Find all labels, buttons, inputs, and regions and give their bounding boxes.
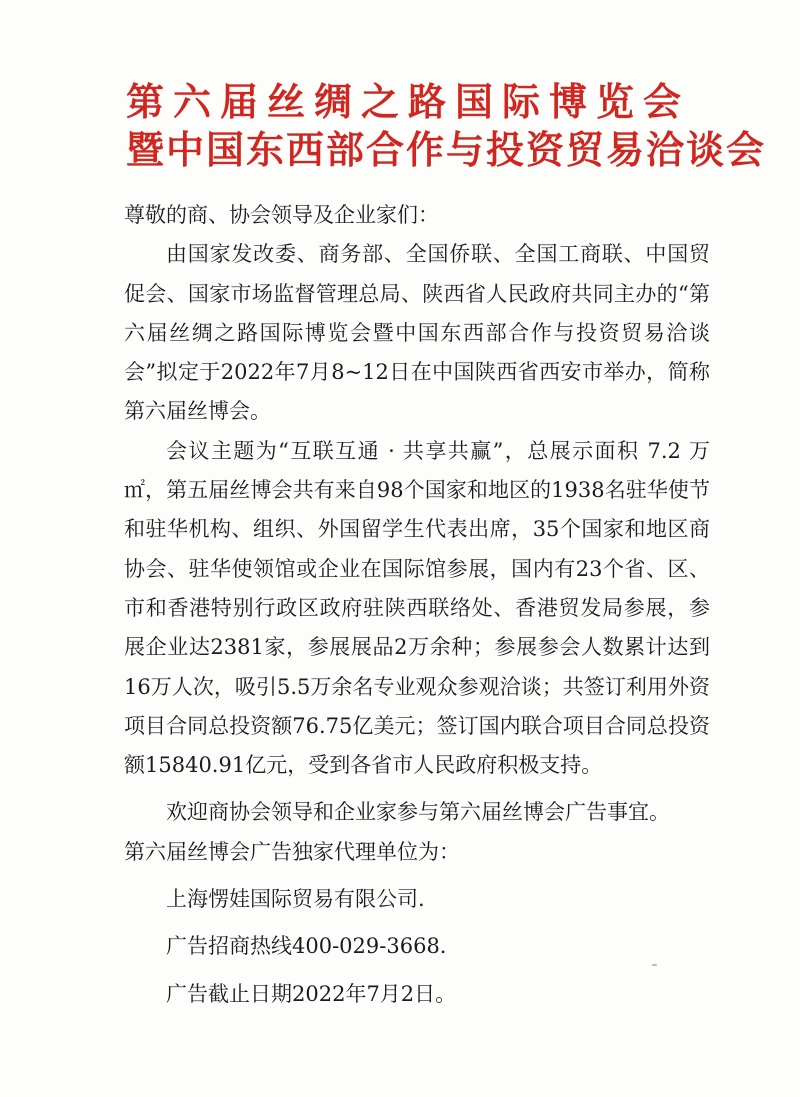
agent-company: 上海愣娃国际贸易有限公司.: [166, 887, 425, 912]
title-line-2: 暨中国东西部合作与投资贸易洽谈会: [126, 128, 767, 172]
paragraph-theme-stats: 会议主题为“互联互通 · 共享共赢”，总展示面积 7.2 万㎡，第五届丝博会共有来自98个国家和地区的1938名驻华使节和驻华机构、组织、外国留学生代表出席，35个国家和地区商协会、驻华使领馆或企业在国际馆参展，国内有23个省、区、市和香港特别行政区政府驻陕西联络处、香港贸发局参展，参展企业达2381家，参展展品2万余种；参展参会人数累计达到16万人次，吸引5.5万余名专业观众参观洽谈；共签订利用外资项目合同总投资额76.75亿美元；签订国内联合项目合同总投资额15840.91亿元，受到各省市人民政府积极支持。: [124, 438, 710, 778]
document-title: [126, 78, 767, 174]
ad-hotline: 广告招商热线400-029-3668.: [166, 934, 447, 959]
agent-intro: 第六届丝博会广告独家代理单位为：: [124, 839, 460, 864]
scan-speck: [652, 964, 657, 966]
title-line-1: 第六届丝绸之路国际博览会: [126, 80, 691, 124]
paragraph-organizers: 由国家发改委、商务部、全国侨联、全国工商联、中国贸促会、国家市场监督管理总局、陕西省人民政府共同主办的“第六届丝绸之路国际博览会暨中国东西部合作与投资贸易洽谈会”拟定于2022年7月8~12日在中国陕西省西安市举办，简称第六届丝博会。: [124, 242, 710, 424]
letter-body: [124, 196, 710, 1014]
salutation: 尊敬的商、协会领导及企业家们：: [124, 203, 439, 227]
ad-deadline: 广告截止日期2022年7月2日。: [166, 981, 457, 1006]
paragraph-invitation: 欢迎商协会领导和企业家参与第六届丝博会广告事宜。: [166, 800, 670, 825]
